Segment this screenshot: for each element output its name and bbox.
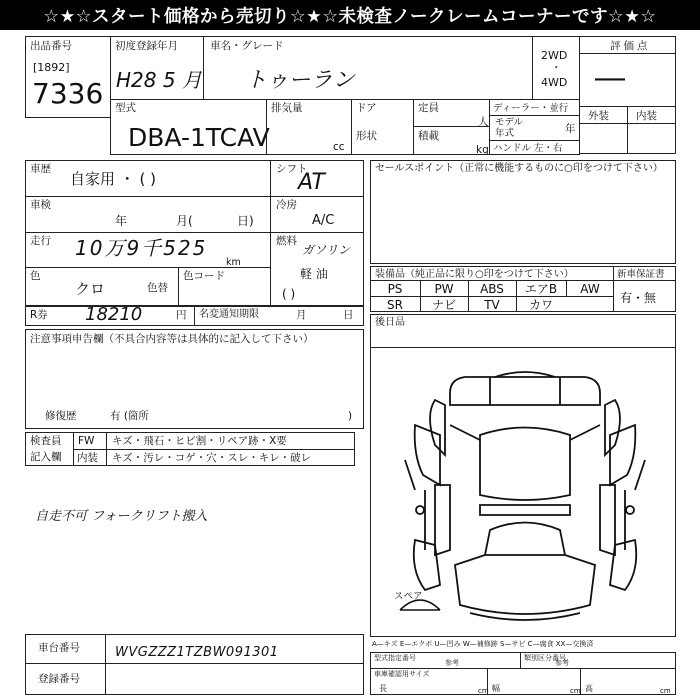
width-label: 幅 [492,684,500,693]
name-value: トゥーラン [245,68,355,93]
car-diagram [395,365,655,630]
ref3-label: 車庫確認用サイズ [374,670,430,678]
sales-label: セールスポイント（正常に機能するものに○印をつけて下さい） [375,163,663,174]
height-label: 高 [585,684,593,693]
registration-label: 登録番号 [38,673,80,685]
length-label: 長 [379,684,387,693]
sales-box [370,160,676,264]
drive-4wd: 4WD [541,76,568,89]
color-code-label: 色コード [183,270,225,282]
warranty-value: 有・無 [620,291,657,305]
length-cm: cm [478,687,489,695]
fuel-label: 燃料 [276,235,297,247]
after-box [370,314,676,348]
kg-unit: kg [476,144,489,156]
score-ext: 外装 [588,110,609,122]
equip-tv: TV [484,298,500,312]
equip-navi: ナビ [431,298,456,312]
fuel-paren: ( ) [282,287,296,301]
equip-abs: ABS [480,282,504,296]
mileage-label: 走行 [30,235,51,247]
ref2-label: 類別区分番号 [524,654,566,662]
recycle-unit: 円 [176,309,187,321]
equip-aw: AW [580,282,600,296]
checker-label2: 記入欄 [30,451,62,463]
history-label: 車歴 [30,163,51,175]
model-year-label2: 年式 [495,128,515,139]
aircon-value: A/C [312,213,335,228]
notice-month: 月 [296,309,307,321]
inspection-day: 日) [237,214,254,228]
ref1-label: 型式指定番号 [374,654,416,662]
repair-label: 修復歴 [45,410,77,422]
spare-label: スペア [394,591,423,602]
notice-label: 名変通知期限 [199,309,259,320]
equip-ps: PS [387,282,403,296]
shape-label: 形状 [356,130,377,142]
score-label: 評価点 [610,40,651,52]
inspection-year: 年 [115,214,128,228]
ref2-note: 参考 [555,659,569,667]
door-label: ドア [356,102,377,114]
equipment-label: 装備品（純正品に限り○印をつけて下さい） [375,269,574,280]
chassis-value: WVGZZZ1TZBW091301 [115,645,279,660]
checker-fw: FW [78,435,95,447]
color-change: 色替 [147,282,168,294]
notice-day: 日 [343,309,354,321]
dealer-label: ディーラー・並行 [493,103,569,114]
after-label: 後日品 [375,317,405,328]
checker-label1: 検査員 [30,435,62,447]
height-cm: cm [660,687,671,695]
inspection-month: 月( [176,214,193,228]
checker-nai-text: キズ・汚レ・コゲ・穴・スレ・キレ・破レ [112,452,312,464]
drive-2wd: 2WD [541,49,568,62]
aircon-label: 冷房 [276,199,297,211]
score-int: 内装 [636,110,657,122]
recycle-label: R券 [30,309,48,321]
color-value: クロ [75,280,106,298]
checker-nai: 内装 [77,452,98,464]
lot-bracket: [1892] [33,61,70,74]
model-label: 型式 [115,102,136,114]
legend-text: A—キズ E—エクボ U—凹み W—補修跡 S—サビ C—腐食 XX—交換済 [372,640,594,648]
repair-close: ) [348,410,353,422]
mileage-unit: km [226,257,241,268]
drive-dot: ・ [551,62,562,74]
equip-airbag: エアB [524,282,558,296]
capacity-label: 定員 [418,102,439,114]
fuel-value: ガソリン [302,243,351,257]
lot-number: 7336 [32,77,104,110]
chassis-label: 車台番号 [38,642,80,654]
fuel-light: 軽 油 [300,267,328,281]
model-value: DBA-1TCAV [128,123,270,152]
header-banner: ☆★☆スタート価格から売切り☆★☆未検査ノークレームコーナーです☆★☆ [0,0,700,30]
ref1-note: 参考 [445,659,459,667]
reg-label: 初度登録年月 [115,40,178,52]
checker-fw-text: キズ・飛石・ヒビ割・リペア跡・X要 [112,435,287,447]
warranty-label: 新車保証書 [617,269,665,280]
reg-value: H28 5 月 [116,68,202,92]
repair-value: 有 (箇所 [110,410,149,422]
caution-label: 注意事項申告欄（不具合内容等は具体的に記入して下さい） [30,333,314,345]
shift-value: AT [298,170,325,195]
history-value: 自家用 ・ ( ) [70,170,157,188]
remarks-handwriting: 自走不可 フォークリフト搬入 [35,509,208,524]
displacement-label: 排気量 [271,102,303,114]
model-year-label1: モデル [495,117,524,128]
person-unit: 人 [478,116,489,128]
equip-pw: PW [434,282,454,296]
equip-sr: SR [387,298,403,312]
mileage-value: 10万9千525 [75,236,208,260]
year-unit: 年 [565,123,576,135]
shift-label: シフト [276,163,308,175]
lot-label: 出品番号 [30,40,72,52]
name-label: 車名・グレード [210,40,284,52]
equip-leather: カワ [528,298,553,312]
score-value: ― [595,61,625,96]
load-label: 積載 [418,130,439,142]
cc-unit: cc [333,141,345,153]
width-cm: cm [570,687,581,695]
inspection-label: 車検 [30,199,51,211]
handle-label: ハンドル 左・右 [493,143,563,154]
color-label: 色 [30,270,41,282]
recycle-value: 18210 [85,304,143,325]
